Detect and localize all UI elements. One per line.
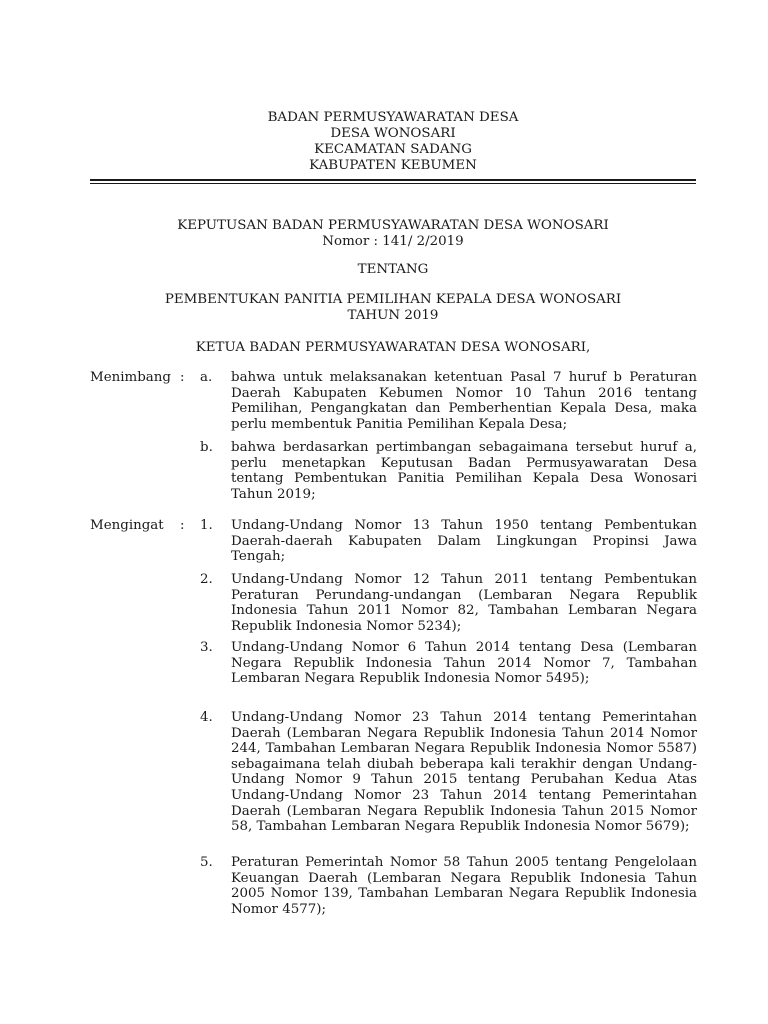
menimbang-colon: : — [180, 370, 185, 385]
about-heading: TENTANG — [357, 262, 429, 277]
mengingat-marker: 4. — [200, 710, 213, 725]
letterhead-line: DESA WONOSARI — [330, 126, 456, 141]
mengingat-item: Undang-Undang Nomor 23 Tahun 2014 tentang Pemerintahan Daerah (Lembaran Negara Republik Indonesia Tahun 2014 Nomor 244, Tambahan Lembaran Negara Republik Indonesia Nomor 5587) sebagaimana telah diubah beberapa kali terakhir dengan Undang-Undang Nomor 9 Tahun 2015 tentang Perubahan Kedua Atas Undang-Undang Nomor 23 Tahun 2014 tentang Pemerintahan Daerah (Lembaran Negara Republik Indonesia Tahun 2015 Nomor 58, Tambahan Lembaran Negara Republik Indonesia Nomor 5679); — [231, 710, 697, 835]
mengingat-colon: : — [180, 518, 185, 533]
menimbang-marker: a. — [200, 370, 213, 385]
mengingat-label: Mengingat — [90, 518, 164, 533]
menimbang-marker: b. — [200, 440, 213, 455]
mengingat-item: Undang-Undang Nomor 13 Tahun 1950 tentang Pembentukan Daerah-daerah Kabupaten Dalam Lingkungan Propinsi Jawa Tengah; — [231, 518, 697, 565]
mengingat-marker: 3. — [200, 640, 213, 655]
letterhead-line: KECAMATAN SADANG — [314, 142, 472, 157]
subject-line: PEMBENTUKAN PANITIA PEMILIHAN KEPALA DESA WONOSARI — [164, 292, 622, 307]
menimbang-label: Menimbang — [90, 370, 171, 385]
letterhead-divider-thick — [90, 179, 696, 181]
subject-heading — [90, 292, 696, 323]
subject-line: TAHUN 2019 — [347, 307, 439, 323]
letterhead-line: KABUPATEN KEBUMEN — [309, 158, 477, 173]
letterhead-divider-thin — [90, 183, 696, 184]
mengingat-marker: 2. — [200, 572, 213, 587]
mengingat-item: Undang-Undang Nomor 6 Tahun 2014 tentang Desa (Lembaran Negara Republik Indonesia Tahun 2014 Nomor 7, Tambahan Lembaran Negara Republik Indonesia Nomor 5495); — [231, 640, 697, 687]
mengingat-item: Peraturan Pemerintah Nomor 58 Tahun 2005 tentang Pengelolaan Keuangan Daerah (Lembaran Negara Republik Indonesia Tahun 2005 Nomor 139, Tambahan Lembaran Negara Republik Indonesia Nomor 4577); — [231, 855, 697, 917]
decision-heading — [90, 218, 696, 249]
mengingat-item: Undang-Undang Nomor 12 Tahun 2011 tentang Pembentukan Peraturan Perundang-undangan (Lembaran Negara Republik Indonesia Tahun 2011 Nomor 82, Tambahan Lembaran Negara Republik Indonesia Nomor 5234); — [231, 572, 697, 634]
decision-number: Nomor : 141/ 2/2019 — [322, 233, 464, 249]
letterhead-line: BADAN PERMUSYAWARATAN DESA — [267, 110, 519, 125]
chair-heading: KETUA BADAN PERMUSYAWARATAN DESA WONOSARI, — [195, 340, 591, 355]
menimbang-item: bahwa berdasarkan pertimbangan sebagaimana tersebut huruf a, perlu menetapkan Keputusan Badan Permusyawaratan Desa tentang Pembentukan Panitia Pemilihan Kepala Desa Wonosari Tahun 2019; — [231, 440, 697, 502]
letterhead — [90, 110, 696, 174]
mengingat-marker: 5. — [200, 855, 213, 870]
menimbang-item: bahwa untuk melaksanakan ketentuan Pasal 7 huruf b Peraturan Daerah Kabupaten Kebumen Nomor 10 Tahun 2016 tentang Pemilihan, Pengangkatan dan Pemberhentian Kepala Desa, maka perlu membentuk Panitia Pemilihan Kepala Desa; — [231, 370, 697, 432]
mengingat-marker: 1. — [200, 518, 213, 533]
decision-title: KEPUTUSAN BADAN PERMUSYAWARATAN DESA WONOSARI — [177, 218, 609, 233]
